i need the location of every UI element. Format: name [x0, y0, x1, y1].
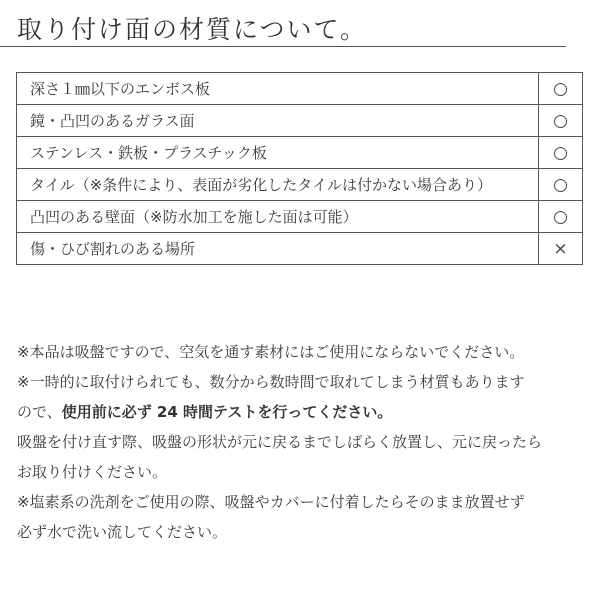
compatible-mark: ○ [539, 201, 583, 233]
table-row [17, 105, 583, 137]
compatible-mark: ○ [539, 73, 583, 105]
note-emphasis: 使用前に必ず 24 時間テストを行ってください。 [61, 403, 393, 421]
table-row [17, 201, 583, 233]
note-line: お取り付けください。 [17, 463, 168, 481]
incompatible-mark: × [539, 233, 583, 265]
surface-material-table [16, 72, 583, 265]
note-line: ※一時的に取付けられても、数分から数時間で取れてしまう材質もあります [17, 373, 525, 391]
material-label: 鏡・凸凹のあるガラス面 [17, 105, 539, 137]
material-label: タイル（※条件により、表面が劣化したタイルは付かない場合あり） [17, 169, 539, 201]
title-divider [0, 46, 566, 47]
note-text: ので、 [17, 403, 62, 421]
compatible-mark: ○ [539, 137, 583, 169]
note-line: ※本品は吸盤ですので、空気を通す素材にはご使用にならないでください。 [17, 343, 525, 361]
material-label: ステンレス・鉄板・プラスチック板 [17, 137, 539, 169]
table-row [17, 169, 583, 201]
material-label: 傷・ひび割れのある場所 [17, 233, 539, 265]
note-line: 必ず水で洗い流してください。 [17, 523, 228, 541]
table-row [17, 233, 583, 265]
compatible-mark: ○ [539, 105, 583, 137]
page-title: 取り付け面の材質について。 [17, 15, 368, 44]
material-label: 凸凹のある壁面（※防水加工を施した面は可能） [17, 201, 539, 233]
note-line [17, 397, 592, 427]
note-line: 吸盤を付け直す際、吸盤の形状が元に戻るまでしばらく放置し、元に戻ったら [17, 433, 543, 451]
compatible-mark: ○ [539, 169, 583, 201]
material-label: 深さ１㎜以下のエンボス板 [17, 73, 539, 105]
note-line: ※塩素系の洗剤をご使用の際、吸盤やカバーに付着したらそのまま放置せず [17, 493, 525, 511]
usage-notes [17, 337, 592, 547]
table-row [17, 73, 583, 105]
table-row [17, 137, 583, 169]
